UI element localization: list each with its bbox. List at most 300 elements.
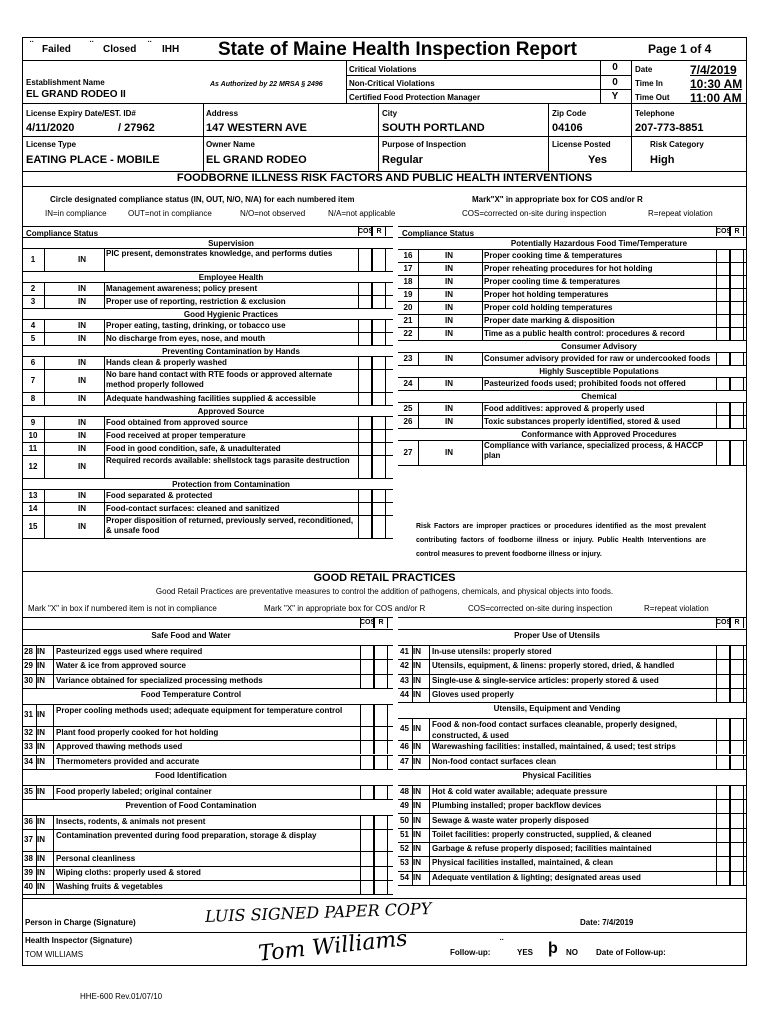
cos-checkbox-9[interactable] bbox=[358, 416, 372, 429]
gp-r-checkbox-40[interactable] bbox=[374, 880, 388, 894]
cos-header-box[interactable] bbox=[716, 226, 730, 236]
gp-item-description: Food properly labeled; original container bbox=[56, 786, 212, 796]
rule-vertical bbox=[44, 282, 45, 295]
r-checkbox-20[interactable] bbox=[730, 301, 744, 314]
gp-cos-checkbox-42[interactable] bbox=[716, 659, 730, 673]
compliance-status-19[interactable]: IN bbox=[445, 289, 453, 299]
r-checkbox-24[interactable] bbox=[730, 377, 744, 390]
item-number: 17 bbox=[403, 263, 413, 273]
gp-compliance-status-49[interactable]: IN bbox=[413, 801, 421, 811]
item-number: 25 bbox=[403, 403, 413, 413]
r-header-box[interactable] bbox=[372, 226, 386, 236]
cos-checkbox-19[interactable] bbox=[716, 288, 730, 301]
compliance-status-9[interactable]: IN bbox=[78, 417, 86, 427]
gp-compliance-status-35[interactable]: IN bbox=[37, 786, 45, 796]
rule-vertical bbox=[429, 755, 430, 769]
r-checkbox-19[interactable] bbox=[730, 288, 744, 301]
r-checkbox-6[interactable] bbox=[372, 356, 386, 369]
item-description: Pasteurized foods used; prohibited foods not offered bbox=[484, 378, 686, 388]
rule-vertical bbox=[429, 740, 430, 754]
follow-up-no-checkbox[interactable]: þ bbox=[548, 940, 558, 957]
rule-vertical bbox=[418, 377, 419, 390]
gp-cos-checkbox-48[interactable] bbox=[716, 785, 730, 799]
owner-value: EL GRAND RODEO bbox=[206, 154, 307, 166]
gp-cos-checkbox-32[interactable] bbox=[360, 726, 374, 740]
gp-item-description: Pasteurized eggs used where required bbox=[56, 647, 203, 657]
rule-vertical bbox=[412, 645, 413, 659]
non-critical-violations-label: Non-Critical Violations bbox=[349, 79, 435, 88]
cos-checkbox-16[interactable] bbox=[716, 249, 730, 262]
compliance-status-10[interactable]: IN bbox=[78, 430, 86, 440]
rule-horizontal bbox=[398, 340, 746, 341]
gp-compliance-status-52[interactable]: IN bbox=[413, 844, 421, 854]
gp-r-checkbox-51[interactable] bbox=[730, 828, 744, 842]
r-checkbox-8[interactable] bbox=[372, 392, 386, 405]
good-retail-r: R=repeat violation bbox=[644, 604, 709, 613]
gp-r-checkbox-35[interactable] bbox=[374, 785, 388, 799]
compliance-status-4[interactable]: IN bbox=[78, 320, 86, 330]
compliance-status-23[interactable]: IN bbox=[445, 353, 453, 363]
compliance-status-5[interactable]: IN bbox=[78, 333, 86, 343]
rule-vertical bbox=[104, 319, 105, 332]
cos-checkbox-22[interactable] bbox=[716, 327, 730, 340]
gp-cos-checkbox-29[interactable] bbox=[360, 659, 374, 673]
gp-cos-checkbox-38[interactable] bbox=[360, 851, 374, 865]
rule-vertical bbox=[44, 429, 45, 442]
compliance-status-3[interactable]: IN bbox=[78, 296, 86, 306]
rule-vertical bbox=[412, 828, 413, 842]
r-checkbox-7[interactable] bbox=[372, 369, 386, 392]
compliance-status-6[interactable]: IN bbox=[78, 357, 86, 367]
gp-item-description: Adequate ventilation & lighting; designated areas used bbox=[432, 872, 641, 882]
r-checkbox-27[interactable] bbox=[730, 440, 744, 465]
license-type-label: License Type bbox=[26, 140, 77, 149]
risk-category-label: Risk Category bbox=[650, 140, 704, 149]
rule-vertical bbox=[36, 866, 37, 880]
r-checkbox-11[interactable] bbox=[372, 442, 386, 455]
cos-checkbox-8[interactable] bbox=[358, 392, 372, 405]
r-checkbox-21[interactable] bbox=[730, 314, 744, 327]
gp-compliance-status-30[interactable]: IN bbox=[37, 675, 45, 685]
r-checkbox-15[interactable] bbox=[372, 515, 386, 538]
rule-vertical bbox=[482, 262, 483, 275]
gp-compliance-status-39[interactable]: IN bbox=[37, 867, 45, 877]
gp-compliance-status-45[interactable]: IN bbox=[413, 724, 421, 734]
gp-item-number: 50 bbox=[400, 815, 409, 825]
section-header-potentially-hazardous-food-time-temperature: Potentially Hazardous Food Time/Temperature bbox=[510, 239, 688, 248]
rule-vertical bbox=[482, 377, 483, 390]
compliance-status-header: Compliance Status bbox=[402, 229, 475, 238]
gp-r-checkbox-36[interactable] bbox=[374, 815, 388, 829]
gp-r-header-box[interactable] bbox=[374, 617, 388, 628]
risk-factors-note bbox=[416, 520, 706, 562]
item-description: Food in good condition, safe, & unadulterated bbox=[106, 443, 281, 453]
gp-item-description: Physical facilities installed, maintained, & clean bbox=[432, 858, 613, 868]
gp-item-description: Garbage & refuse properly disposed; facilities maintained bbox=[432, 844, 652, 854]
compliance-status-8[interactable]: IN bbox=[78, 393, 86, 403]
r-checkbox-10[interactable] bbox=[372, 429, 386, 442]
r-header: R bbox=[376, 228, 382, 235]
compliance-status-20[interactable]: IN bbox=[445, 302, 453, 312]
cos-checkbox-15[interactable] bbox=[358, 515, 372, 538]
gp-r-checkbox-41[interactable] bbox=[730, 645, 744, 659]
gp-r-checkbox-28[interactable] bbox=[374, 645, 388, 659]
gp-compliance-status-42[interactable]: IN bbox=[413, 661, 421, 671]
compliance-status-2[interactable]: IN bbox=[78, 283, 86, 293]
rule-vertical bbox=[412, 799, 413, 813]
gp-compliance-status-28[interactable]: IN bbox=[37, 647, 45, 657]
legend-cos: COS=corrected on-site during inspection bbox=[462, 209, 607, 218]
gp-compliance-status-38[interactable]: IN bbox=[37, 853, 45, 863]
rule-vertical bbox=[44, 515, 45, 538]
gp-r-checkbox-32[interactable] bbox=[374, 726, 388, 740]
gp-cos-checkbox-44[interactable] bbox=[716, 688, 730, 702]
compliance-status-21[interactable]: IN bbox=[445, 315, 453, 325]
zip-label: Zip Code bbox=[552, 109, 587, 118]
time-out-value: 11:00 AM bbox=[690, 91, 742, 105]
rule-vertical bbox=[412, 856, 413, 870]
gp-item-number: 54 bbox=[400, 872, 409, 882]
gp-cos-header-box[interactable] bbox=[716, 617, 730, 628]
compliance-status-27[interactable]: IN bbox=[445, 447, 453, 457]
ihh-label: IHH bbox=[162, 44, 180, 55]
gp-r-header-box[interactable] bbox=[730, 617, 744, 628]
r-checkbox-13[interactable] bbox=[372, 489, 386, 502]
gp-r-checkbox-38[interactable] bbox=[374, 851, 388, 865]
r-checkbox-12[interactable] bbox=[372, 455, 386, 478]
gp-cos-checkbox-33[interactable] bbox=[360, 740, 374, 754]
gp-cos-checkbox-30[interactable] bbox=[360, 674, 374, 688]
rule-vertical bbox=[418, 288, 419, 301]
gp-cos-header-box[interactable] bbox=[360, 617, 374, 628]
compliance-status-11[interactable]: IN bbox=[78, 443, 86, 453]
compliance-status-13[interactable]: IN bbox=[78, 490, 86, 500]
r-checkbox-9[interactable] bbox=[372, 416, 386, 429]
gp-item-number: 31 bbox=[24, 709, 33, 719]
cos-checkbox-21[interactable] bbox=[716, 314, 730, 327]
gp-cos-checkbox-37[interactable] bbox=[360, 829, 374, 851]
gp-compliance-status-41[interactable]: IN bbox=[413, 647, 421, 657]
gp-compliance-status-50[interactable]: IN bbox=[413, 815, 421, 825]
cos-checkbox-12[interactable] bbox=[358, 455, 372, 478]
rule-horizontal bbox=[22, 629, 393, 630]
r-checkbox-26[interactable] bbox=[730, 415, 744, 428]
gp-item-number: 52 bbox=[400, 844, 409, 854]
gp-r-checkbox-37[interactable] bbox=[374, 829, 388, 851]
gp-r-checkbox-39[interactable] bbox=[374, 866, 388, 880]
cos-checkbox-2[interactable] bbox=[358, 282, 372, 295]
gp-compliance-status-37[interactable]: IN bbox=[37, 835, 45, 845]
compliance-status-17[interactable]: IN bbox=[445, 263, 453, 273]
r-checkbox-5[interactable] bbox=[372, 332, 386, 345]
gp-cos-checkbox-54[interactable] bbox=[716, 871, 730, 885]
rule-vertical bbox=[429, 645, 430, 659]
cos-header-box[interactable] bbox=[358, 226, 372, 236]
r-checkbox-1[interactable] bbox=[372, 248, 386, 271]
cos-checkbox-17[interactable] bbox=[716, 262, 730, 275]
legend-r: R=repeat violation bbox=[648, 209, 713, 218]
gp-r-checkbox-42[interactable] bbox=[730, 659, 744, 673]
gp-r-checkbox-30[interactable] bbox=[374, 674, 388, 688]
cos-checkbox-18[interactable] bbox=[716, 275, 730, 288]
item-number: 20 bbox=[403, 302, 413, 312]
compliance-status-12[interactable]: IN bbox=[78, 461, 86, 471]
rule-vertical bbox=[482, 275, 483, 288]
cos-checkbox-25[interactable] bbox=[716, 402, 730, 415]
r-checkbox-18[interactable] bbox=[730, 275, 744, 288]
rule-vertical bbox=[104, 515, 105, 538]
compliance-status-14[interactable]: IN bbox=[78, 503, 86, 513]
gp-cos-checkbox-40[interactable] bbox=[360, 880, 374, 894]
rule-vertical bbox=[53, 880, 54, 894]
gp-compliance-status-47[interactable]: IN bbox=[413, 756, 421, 766]
rule-vertical bbox=[53, 785, 54, 799]
gp-section-header-food-identification: Food Identification bbox=[155, 770, 227, 780]
gp-cos-checkbox-45[interactable] bbox=[716, 718, 730, 740]
gp-cos-checkbox-34[interactable] bbox=[360, 755, 374, 769]
gp-cos-checkbox-47[interactable] bbox=[716, 755, 730, 769]
item-description: Required records available: shellstock tags parasite destruction bbox=[106, 456, 350, 465]
r-checkbox-4[interactable] bbox=[372, 319, 386, 332]
item-number: 15 bbox=[28, 521, 38, 531]
gp-item-description: Personal cleanliness bbox=[56, 853, 136, 863]
section-header-preventing-contamination-by-hands: Preventing Contamination by Hands bbox=[162, 347, 300, 356]
closed-checkbox[interactable]: ¨ bbox=[90, 40, 94, 51]
follow-up-label: Follow-up: bbox=[450, 948, 491, 957]
gp-compliance-status-54[interactable]: IN bbox=[413, 872, 421, 882]
gp-compliance-status-34[interactable]: IN bbox=[37, 756, 45, 766]
gp-cos-checkbox-53[interactable] bbox=[716, 856, 730, 870]
rule-horizontal bbox=[22, 799, 393, 800]
gp-r-checkbox-46[interactable] bbox=[730, 740, 744, 754]
date-value: 7/4/2019 bbox=[690, 63, 737, 77]
rule-vertical bbox=[482, 249, 483, 262]
rule-vertical bbox=[418, 327, 419, 340]
gp-r-checkbox-54[interactable] bbox=[730, 871, 744, 885]
compliance-status-15[interactable]: IN bbox=[78, 521, 86, 531]
gp-r-checkbox-50[interactable] bbox=[730, 813, 744, 827]
r-checkbox-16[interactable] bbox=[730, 249, 744, 262]
item-description: Adequate handwashing facilities supplied & accessible bbox=[106, 393, 316, 403]
rule-horizontal bbox=[22, 271, 393, 272]
gp-cos-checkbox-52[interactable] bbox=[716, 842, 730, 856]
cos-checkbox-26[interactable] bbox=[716, 415, 730, 428]
gp-r-checkbox-34[interactable] bbox=[374, 755, 388, 769]
rule-vertical bbox=[36, 785, 37, 799]
r-checkbox-14[interactable] bbox=[372, 502, 386, 515]
gp-compliance-status-51[interactable]: IN bbox=[413, 829, 421, 839]
item-description: Proper eating, tasting, drinking, or tobacco use bbox=[106, 320, 286, 330]
r-checkbox-22[interactable] bbox=[730, 327, 744, 340]
r-checkbox-23[interactable] bbox=[730, 352, 744, 365]
cos-checkbox-27[interactable] bbox=[716, 440, 730, 465]
cos-checkbox-11[interactable] bbox=[358, 442, 372, 455]
gp-r-checkbox-53[interactable] bbox=[730, 856, 744, 870]
rule-vertical bbox=[36, 755, 37, 769]
rule-vertical bbox=[44, 489, 45, 502]
good-retail-description: Good Retail Practices are preventative measures to control the addition of pathogens, chemicals, and physical objects into foods. bbox=[155, 587, 614, 596]
gp-r-checkbox-48[interactable] bbox=[730, 785, 744, 799]
rule-vertical bbox=[104, 489, 105, 502]
gp-compliance-status-31[interactable]: IN bbox=[37, 709, 45, 719]
rule-horizontal bbox=[22, 308, 393, 309]
rule-vertical bbox=[104, 416, 105, 429]
gp-item-description: Hot & cold water available; adequate pressure bbox=[432, 786, 608, 796]
rule-vertical bbox=[44, 356, 45, 369]
item-description: Proper use of reporting, restriction & exclusion bbox=[106, 296, 286, 306]
cos-checkbox-1[interactable] bbox=[358, 248, 372, 271]
gp-r-checkbox-43[interactable] bbox=[730, 674, 744, 688]
gp-compliance-status-40[interactable]: IN bbox=[37, 882, 45, 892]
rule-vertical bbox=[36, 851, 37, 865]
gp-r-checkbox-45[interactable] bbox=[730, 718, 744, 740]
r-checkbox-3[interactable] bbox=[372, 295, 386, 308]
gp-compliance-status-53[interactable]: IN bbox=[413, 858, 421, 868]
compliance-status-25[interactable]: IN bbox=[445, 403, 453, 413]
phone-label: Telephone bbox=[635, 109, 675, 118]
rule-vertical bbox=[53, 726, 54, 740]
gp-r-checkbox-44[interactable] bbox=[730, 688, 744, 702]
gp-r-checkbox-29[interactable] bbox=[374, 659, 388, 673]
rule-vertical bbox=[482, 288, 483, 301]
gp-compliance-status-43[interactable]: IN bbox=[413, 675, 421, 685]
gp-r-checkbox-52[interactable] bbox=[730, 842, 744, 856]
rule-vertical bbox=[418, 352, 419, 365]
cos-checkbox-7[interactable] bbox=[358, 369, 372, 392]
rule-horizontal bbox=[22, 345, 393, 346]
cos-checkbox-10[interactable] bbox=[358, 429, 372, 442]
rule-vertical bbox=[104, 502, 105, 515]
r-checkbox-2[interactable] bbox=[372, 282, 386, 295]
gp-r-checkbox-47[interactable] bbox=[730, 755, 744, 769]
gp-cos-checkbox-31[interactable] bbox=[360, 704, 374, 726]
license-label: License Expiry Date/EST. ID# bbox=[26, 109, 136, 118]
compliance-status-16[interactable]: IN bbox=[445, 250, 453, 260]
gp-cos-checkbox-49[interactable] bbox=[716, 799, 730, 813]
item-number: 2 bbox=[30, 283, 36, 293]
rule-vertical bbox=[412, 813, 413, 827]
item-number: 18 bbox=[403, 276, 413, 286]
gp-cos-checkbox-50[interactable] bbox=[716, 813, 730, 827]
cos-checkbox-4[interactable] bbox=[358, 319, 372, 332]
section-header-conformance-with-approved-procedures: Conformance with Approved Procedures bbox=[521, 430, 677, 439]
compliance-status-18[interactable]: IN bbox=[445, 276, 453, 286]
gp-item-number: 37 bbox=[24, 835, 33, 845]
compliance-status-26[interactable]: IN bbox=[445, 416, 453, 426]
gp-compliance-status-36[interactable]: IN bbox=[37, 817, 45, 827]
item-description: PIC present, demonstrates knowledge, and performs duties bbox=[106, 249, 333, 258]
compliance-status-24[interactable]: IN bbox=[445, 378, 453, 388]
compliance-status-7[interactable]: IN bbox=[78, 375, 86, 385]
compliance-status-1[interactable]: IN bbox=[78, 254, 86, 264]
rule-vertical bbox=[104, 282, 105, 295]
ihh-checkbox[interactable]: ¨ bbox=[148, 40, 152, 51]
cos-checkbox-3[interactable] bbox=[358, 295, 372, 308]
gp-item-description: Proper cooling methods used; adequate equipment for temperature control bbox=[56, 705, 343, 715]
cos-header: COS bbox=[358, 228, 374, 235]
gp-section-header-safe-food-and-water: Safe Food and Water bbox=[151, 631, 231, 640]
compliance-status-22[interactable]: IN bbox=[445, 328, 453, 338]
establishment-name: EL GRAND RODEO II bbox=[26, 89, 126, 100]
gp-compliance-status-33[interactable]: IN bbox=[37, 742, 45, 752]
gp-item-number: 49 bbox=[400, 801, 409, 811]
health-inspector-signature: Tom Williams bbox=[257, 926, 409, 967]
gp-compliance-status-44[interactable]: IN bbox=[413, 690, 421, 700]
gp-item-description: Variance obtained for specialized processing methods bbox=[56, 675, 263, 685]
rule-vertical bbox=[53, 674, 54, 688]
rule-vertical bbox=[104, 429, 105, 442]
item-number: 4 bbox=[30, 320, 36, 330]
gp-cos-checkbox-51[interactable] bbox=[716, 828, 730, 842]
gp-r-checkbox-31[interactable] bbox=[374, 704, 388, 726]
gp-section-header-prevention-of-food-contamination: Prevention of Food Contamination bbox=[125, 801, 257, 811]
gp-compliance-status-48[interactable]: IN bbox=[413, 786, 421, 796]
cos-checkbox-13[interactable] bbox=[358, 489, 372, 502]
item-description: Proper disposition of returned, previously served, reconditioned, & unsafe food bbox=[106, 516, 354, 535]
rule-horizontal bbox=[22, 894, 393, 895]
rule-vertical bbox=[482, 402, 483, 415]
cos-checkbox-20[interactable] bbox=[716, 301, 730, 314]
failed-label: Failed bbox=[42, 44, 71, 55]
r-header-box[interactable] bbox=[730, 226, 744, 236]
gp-cos-checkbox-36[interactable] bbox=[360, 815, 374, 829]
foodborne-title: FOODBORNE ILLNESS RISK FACTORS AND PUBLIC HEALTH INTERVENTIONS bbox=[176, 172, 593, 184]
cos-checkbox-23[interactable] bbox=[716, 352, 730, 365]
cos-checkbox-5[interactable] bbox=[358, 332, 372, 345]
follow-up-yes-checkbox[interactable]: ¨ bbox=[500, 938, 504, 949]
gp-cos-checkbox-43[interactable] bbox=[716, 674, 730, 688]
rule-vertical bbox=[53, 645, 54, 659]
rule-vertical bbox=[482, 314, 483, 327]
r-checkbox-17[interactable] bbox=[730, 262, 744, 275]
gp-r-checkbox-49[interactable] bbox=[730, 799, 744, 813]
item-number: 24 bbox=[403, 378, 413, 388]
foodborne-instruction-1: Circle designated compliance status (IN, OUT, N/O, N/A) for each numbered item bbox=[50, 195, 355, 204]
cos-checkbox-14[interactable] bbox=[358, 502, 372, 515]
cos-checkbox-6[interactable] bbox=[358, 356, 372, 369]
rule-vertical bbox=[36, 740, 37, 754]
gp-item-description: Non-food contact surfaces clean bbox=[432, 756, 557, 766]
failed-checkbox[interactable]: ¨ bbox=[30, 40, 34, 51]
gp-cos-checkbox-28[interactable] bbox=[360, 645, 374, 659]
gp-compliance-status-46[interactable]: IN bbox=[413, 742, 421, 752]
rule-vertical bbox=[418, 415, 419, 428]
rule-vertical bbox=[412, 688, 413, 702]
item-description: Proper reheating procedures for hot holding bbox=[484, 263, 653, 273]
cos-checkbox-24[interactable] bbox=[716, 377, 730, 390]
item-description: No bare hand contact with RTE foods or approved alternate method properly followed bbox=[106, 370, 333, 389]
section-header-approved-source: Approved Source bbox=[197, 407, 265, 416]
rule-vertical bbox=[53, 829, 54, 851]
gp-item-number: 39 bbox=[24, 867, 33, 877]
gp-cos-checkbox-46[interactable] bbox=[716, 740, 730, 754]
gp-r-checkbox-33[interactable] bbox=[374, 740, 388, 754]
item-description: Proper cooking time & temperatures bbox=[484, 250, 623, 260]
follow-up-date-label: Date of Follow-up: bbox=[596, 948, 666, 957]
rule-vertical bbox=[44, 392, 45, 405]
rule-horizontal bbox=[398, 617, 746, 618]
r-checkbox-25[interactable] bbox=[730, 402, 744, 415]
gp-cos-checkbox-39[interactable] bbox=[360, 866, 374, 880]
gp-cos-checkbox-35[interactable] bbox=[360, 785, 374, 799]
gp-compliance-status-29[interactable]: IN bbox=[37, 661, 45, 671]
rule-vertical bbox=[412, 755, 413, 769]
item-number: 7 bbox=[30, 375, 36, 385]
gp-compliance-status-32[interactable]: IN bbox=[37, 728, 45, 738]
gp-item-description: Warewashing facilities: installed, maintained, & used; test strips bbox=[432, 742, 676, 752]
gp-cos-checkbox-41[interactable] bbox=[716, 645, 730, 659]
license-posted-value: Yes bbox=[588, 154, 607, 166]
